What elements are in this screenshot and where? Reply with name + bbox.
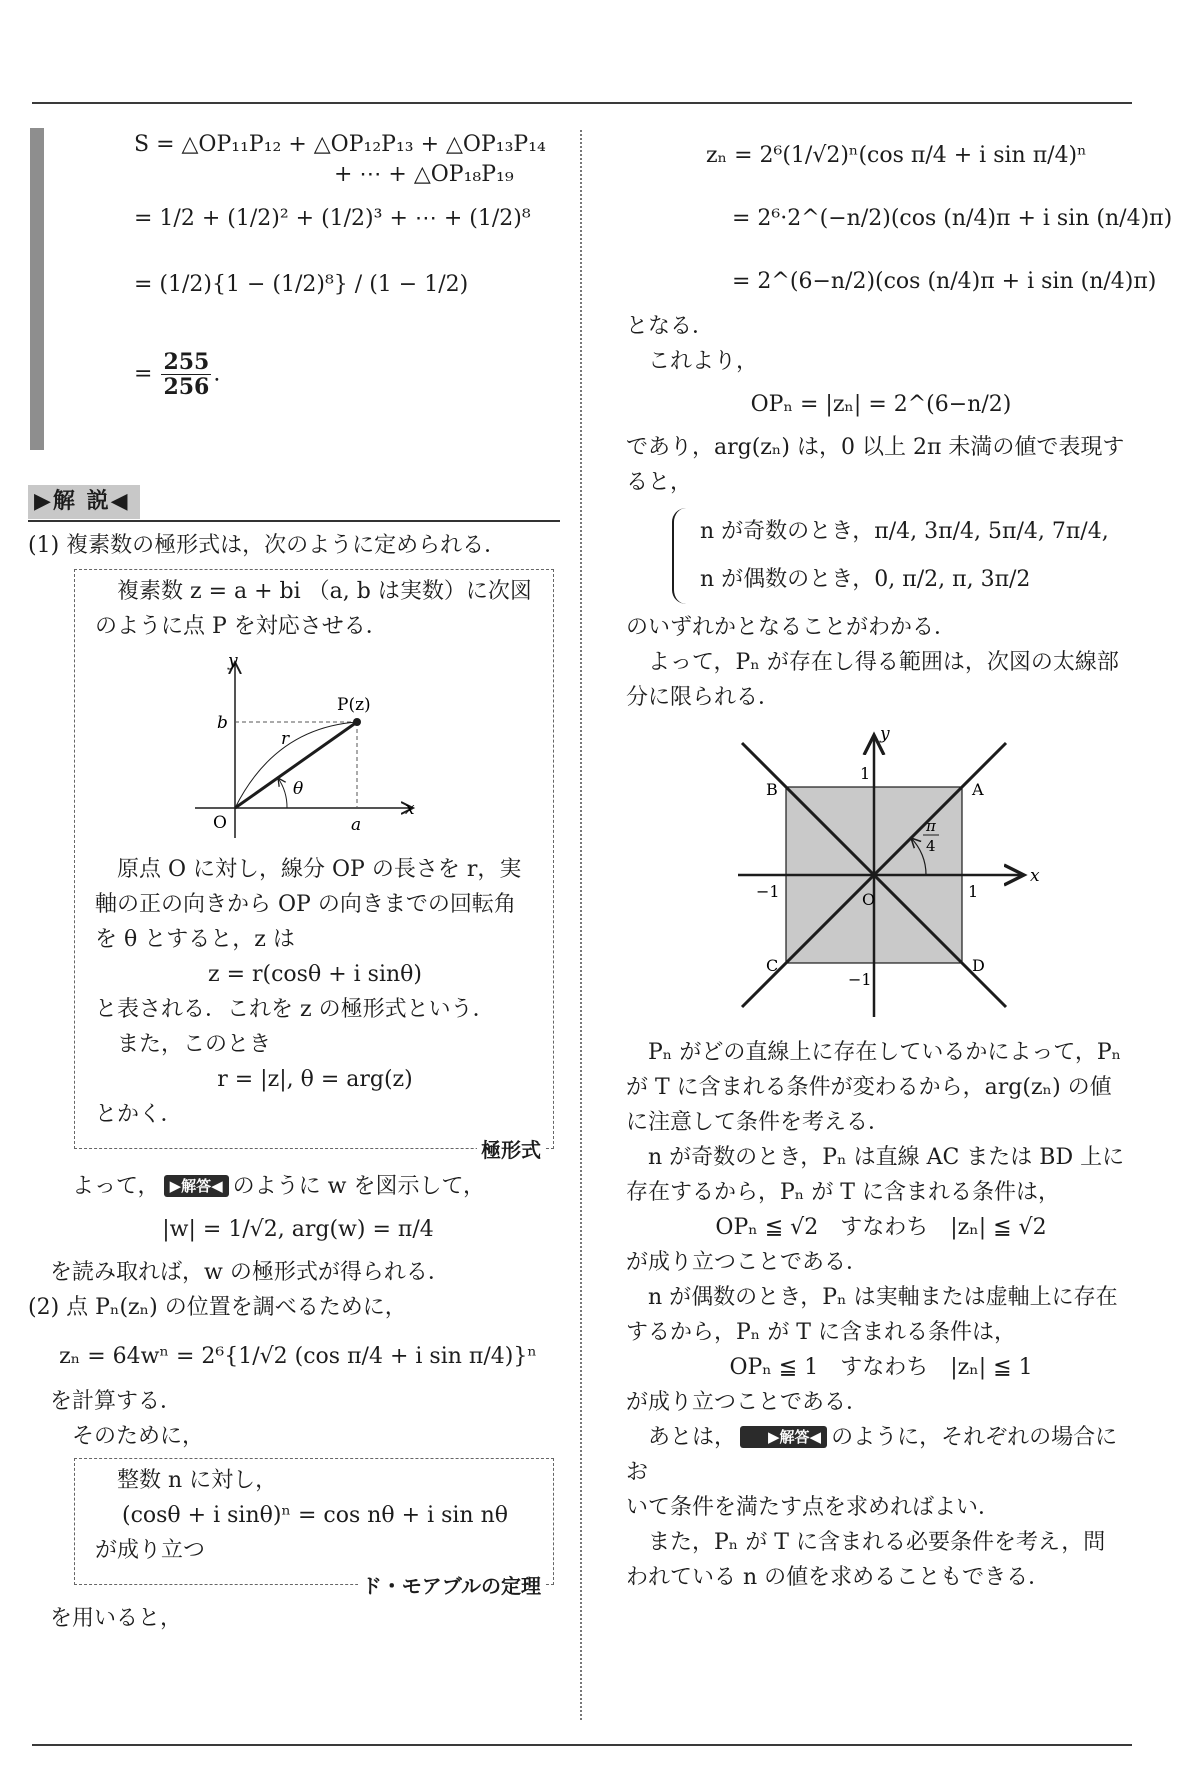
case-even: n が偶数のとき，0, π/2, π, 3π/2 <box>700 567 1031 592</box>
right-p5: 存在するから，Pₙ が T に含まれる条件は， <box>626 1180 1060 1205</box>
polar-intro-2: のように点 P を対応させる． <box>95 614 388 639</box>
fig2-minus-one-x: −1 <box>756 882 780 901</box>
answer-result-numerator: 255 <box>163 349 210 375</box>
cases-brace <box>672 508 1136 604</box>
answer-line-4: = (1/2){1 − (1/2)⁸} / (1 − 1/2) <box>134 272 469 297</box>
right-p2: が T に含まれる条件が変わるから，arg(zₙ) の値 <box>626 1075 1112 1100</box>
right-eq-2: = 2⁶·2^(−n/2)(cos (n/4)π + i sin (n/4)π) <box>732 206 1173 231</box>
part2-text-2: そのために， <box>72 1424 205 1449</box>
right-f1: OPₙ ≦ √2 すなわち |zₙ| ≦ √2 <box>715 1215 1047 1240</box>
region-figure <box>626 727 1126 1027</box>
polar-text-5: また，このとき <box>117 1032 272 1057</box>
de-moivre-box <box>74 1458 554 1598</box>
de-moivre-line-2: が成り立つ <box>95 1538 206 1563</box>
fig2-angle-den: 4 <box>926 837 936 855</box>
right-p13: われている n の値を求めることもできる． <box>626 1565 1051 1590</box>
fig2-label-b: B <box>766 780 778 799</box>
right-p3: に注意して条件を考える． <box>626 1110 891 1135</box>
fig1-point-p <box>353 718 361 726</box>
fig2-x-label: x <box>1030 866 1040 886</box>
part2-text-3: を用いると， <box>50 1606 183 1631</box>
right-p6: が成り立つことである． <box>626 1250 869 1275</box>
column-separator <box>580 130 582 1720</box>
de-moivre-title: ド・モアブルの定理 <box>358 1574 545 1598</box>
top-rule <box>32 102 1132 104</box>
right-t5: のいずれかとなることがわかる． <box>626 615 957 640</box>
polar-intro-1: 複素数 z = a + bi （a, b は実数）に次図 <box>117 579 532 604</box>
right-t3: であり，arg(zₙ) は，0 以上 2π 未満の値で表現す <box>626 435 1125 460</box>
right-t6: よって，Pₙ が存在し得る範囲は，次図の太線部 <box>648 650 1119 675</box>
polar-formula-1: z = r(cosθ + i sinθ) <box>208 962 422 987</box>
right-p4: n が奇数のとき，Pₙ は直線 AC または BD 上に <box>648 1145 1125 1170</box>
polar-text-4: と表される．これを z の極形式という． <box>95 997 495 1022</box>
part2-text-1: を計算する． <box>50 1389 183 1414</box>
answer-result-period: . <box>213 361 221 387</box>
polar-text-2: 軸の正の向きから OP の向きまでの回転角 <box>95 892 516 917</box>
fig2-y-label: y <box>880 727 890 744</box>
fig2-one-x: 1 <box>968 882 979 901</box>
fig1-theta-label: θ <box>293 779 304 799</box>
part1-heading: (1) 複素数の極形式は，次のように定められる． <box>28 533 507 558</box>
part1-formula: |w| = 1/√2, arg(w) = π/4 <box>162 1217 434 1242</box>
part2-formula: zₙ = 64wⁿ = 2⁶{1/√2 (cos π/4 + i sin π/4)}ⁿ <box>59 1344 537 1369</box>
right-p11: いて条件を満たす点を求めればよい． <box>626 1495 1001 1520</box>
right-f2: OPₙ ≦ 1 すなわち |zₙ| ≦ 1 <box>729 1355 1033 1380</box>
fig2-one-y: 1 <box>860 764 871 783</box>
fig1-p-label: P(z) <box>337 695 371 715</box>
right-p1: Pₙ がどの直線上に存在しているかによって，Pₙ <box>648 1040 1122 1065</box>
answer-tag-1: ▶解答◀ <box>164 1175 229 1197</box>
polar-formula-2: r = |z|, θ = arg(z) <box>217 1067 413 1092</box>
fig1-a-label: a <box>351 815 362 835</box>
right-p12: また，Pₙ が T に含まれる必要条件を考え，問 <box>648 1530 1106 1555</box>
fig1-b-label: b <box>217 713 228 733</box>
right-p9: が成り立つことである． <box>626 1390 869 1415</box>
complex-plane-figure <box>95 648 535 848</box>
answer-line-2: + ⋯ + △OP₁₈P₁₉ <box>334 162 514 187</box>
answer-result: = $\frac{255}{256}$ . <box>134 349 221 400</box>
fig2-origin: O <box>862 890 876 909</box>
right-t1: となる． <box>626 314 715 339</box>
part1-after-2: を読み取れば，w の極形式が得られる． <box>50 1260 450 1285</box>
right-t2: これより， <box>648 349 759 374</box>
answer-line-3: = 1/2 + (1/2)² + (1/2)³ + ⋯ + (1/2)⁸ <box>134 206 531 231</box>
right-eq-1: zₙ = 2⁶(1/√2)ⁿ(cos π/4 + i sin π/4)ⁿ <box>706 143 1087 168</box>
fig1-r-label: r <box>281 729 290 749</box>
answer-result-fraction <box>161 350 211 399</box>
fig1-origin-label: O <box>213 813 227 833</box>
fig2-minus-one-y: −1 <box>848 970 872 989</box>
polar-text-3: を θ とすると，z は <box>95 927 295 952</box>
right-t4: ると， <box>626 470 693 495</box>
section-header <box>28 484 560 522</box>
de-moivre-formula: (cosθ + i sinθ)ⁿ = cos nθ + i sin nθ <box>121 1503 508 1528</box>
fig2-label-d: D <box>972 956 985 975</box>
right-p8: するから，Pₙ が T に含まれる条件は， <box>626 1320 1016 1345</box>
polar-form-box <box>74 569 554 1162</box>
left-column <box>28 128 568 1636</box>
right-column <box>626 128 1173 1595</box>
right-eq-3: = 2^(6−n/2)(cos (n/4)π + i sin (n/4)π) <box>732 269 1157 294</box>
part2-heading: (2) 点 Pₙ(zₙ) の位置を調べるために， <box>28 1295 407 1320</box>
answer-result-denominator: 256 <box>163 374 210 400</box>
part1-after-1: よって， ▶解答◀ のように w を図示して， <box>72 1174 486 1199</box>
answer-block <box>30 128 568 450</box>
right-p10: あとは， ▶解答◀ のように，それぞれの場合にお <box>626 1425 1118 1485</box>
polar-text-1: 原点 O に対し，線分 OP の長さを r，実 <box>117 857 522 882</box>
fig2-label-c: C <box>766 956 779 975</box>
fig1-x-label: x <box>405 799 415 819</box>
bottom-rule <box>32 1744 1132 1746</box>
case-odd: n が奇数のとき，π/4, 3π/4, 5π/4, 7π/4, <box>700 519 1109 544</box>
fig2-label-a: A <box>972 780 984 799</box>
polar-text-6: とかく． <box>95 1102 183 1127</box>
answer-tag-2: ▶解答◀ <box>740 1426 827 1448</box>
kaisetsu-label: ▶解 説◀ <box>28 485 140 519</box>
right-eq-4: OPₙ = |zₙ| = 2^(6−n/2) <box>750 392 1012 417</box>
polar-box-title: 極形式 <box>477 1138 545 1162</box>
fig1-y-label: y <box>228 651 238 671</box>
fig1-theta-arc <box>278 778 287 808</box>
de-moivre-line-1: 整数 n に対し， <box>117 1468 278 1493</box>
answer-line-1: S = △OP₁₁P₁₂ + △OP₁₂P₁₃ + △OP₁₃P₁₄ <box>134 132 546 157</box>
fig2-angle-num: π <box>926 817 936 835</box>
right-p7: n が偶数のとき，Pₙ は実軸または虚軸上に存在 <box>648 1285 1118 1310</box>
right-t7: 分に限られる． <box>626 685 781 710</box>
